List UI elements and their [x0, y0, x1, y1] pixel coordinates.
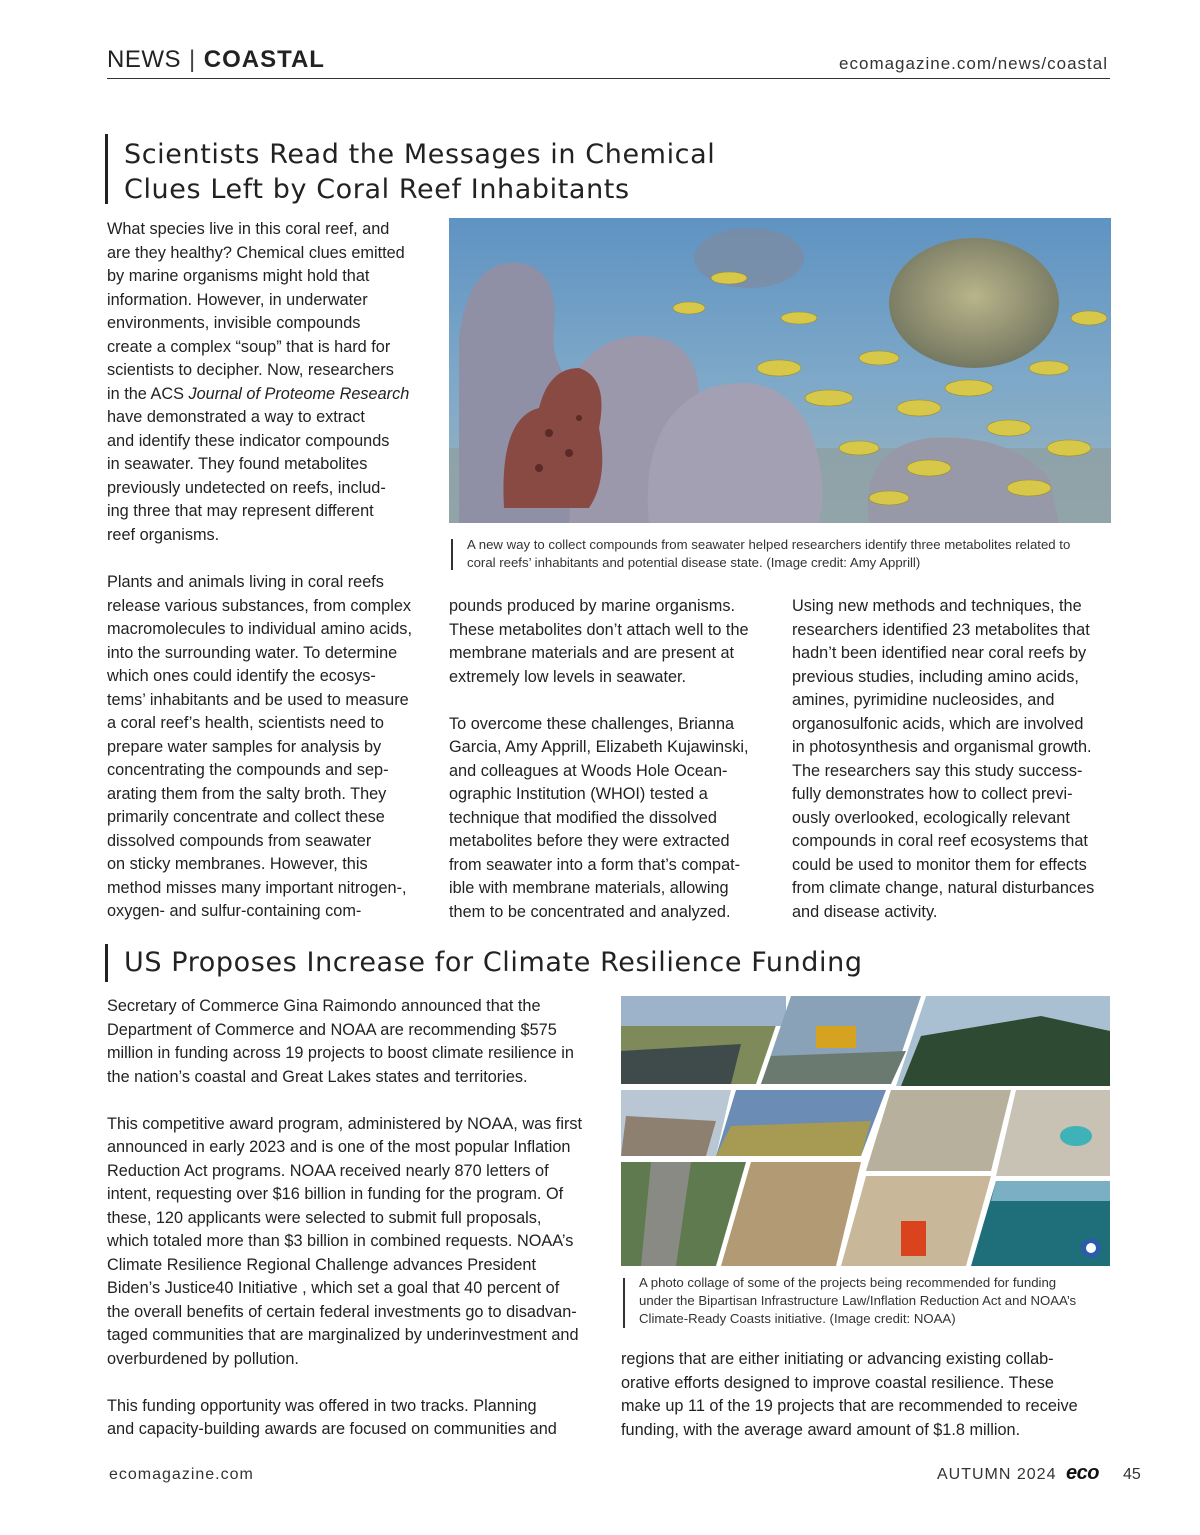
climate-projects-collage [621, 996, 1110, 1266]
journal-title: Journal of Proteome Research [188, 384, 410, 403]
article2-headline: US Proposes Increase for Climate Resilience Funding [124, 947, 863, 978]
article2-right-column: regions that are either initiating or advancing existing collab- orative efforts designed to improve coastal resilience. These make up 11 of the 19 projects that are recommended to receive funding, with the average award amount of $1.8 million. [621, 1350, 1078, 1439]
article1-headline-line2: Clues Left by Coral Reef Inhabitants [124, 174, 630, 205]
article1-column3: Using new methods and techniques, the researchers identified 23 metabolites that hadn’t been identified near coral reefs by previous studies, including amino acids, amines, pyrimidine nucleosides, and organosulfonic acids, which are involved in photosynthesis and organismal growth. The researchers say this study success- fully demonstrates how to collect previ- ously overlooked, ecologically relevant compounds in coral reef ecosystems that could be used to monitor them for effects from climate change, natural disturbances and disease activity. [792, 597, 1095, 921]
article1-headline [124, 137, 824, 207]
coral-photo-caption: A new way to collect compounds from seawater helped researchers identify three metabolites related to coral reefs’ inhabitants and potential disease state. (Image credit: Amy Apprill) [467, 537, 1071, 570]
article1-intro-post: have demonstrated a way to extract and identify these indicator compounds in seawater. They found metabolites previously undetected on reefs, includ- ing three that may represent different reef organisms. [107, 408, 390, 544]
article2-left-column: Secretary of Commerce Gina Raimondo announced that the Department of Commerce and NOAA are recommending $575 million in funding across 19 projects to boost climate resilience in the nation’s coastal and Great Lakes states and territories. This competitive award program, administered by NOAA, was first announced in early 2023 and is one of the most popular Inflation Reduction Act programs. NOAA received nearly 870 letters of intent, requesting over $16 billion in funding for the program. Of these, 120 applicants were selected to submit full proposals, which totaled more than $3 billion in combined requests. NOAA’s Climate Resilience Regional Challenge advances President Biden’s Justice40 Initiative , which set a goal that 40 percent of the overall benefits of certain federal investments go to disadvan- taged communities that are marginalized by underinvestment and overburdened by pollution. This funding opportunity was offered in two tracks. Planning and capacity-building awards are focused on communities and [107, 997, 583, 1438]
footer-site[interactable]: ecomagazine.com [109, 1466, 254, 1483]
article1-intro-pre: What species live in this coral reef, and are they healthy? Chemical clues emitted by marine organisms might hold that information. However, in underwater environments, invisible compounds create a complex “soup” that is hard for scientists to decipher. Now, researchers in the ACS [107, 220, 405, 403]
coral-reef-illustration [449, 218, 1111, 523]
article1-column2: pounds produced by marine organisms. These metabolites don’t attach well to the membrane materials and are present at extremely low levels in seawater. To overcome these challenges, Brianna Garcia, Amy Apprill, Elizabeth Kujawinski, and colleagues at Woods Hole Ocean- ographic Institution (WHOI) tested a technique that modified the dissolved metabolites before they were extracted from seawater into a form that’s compat- ible with membrane materials, allowing them to be concentrated and analyzed. [449, 597, 749, 921]
section-name: NEWS [107, 46, 181, 73]
article1-column1-paragraph2: Plants and animals living in coral reefs release various substances, from complex macromolecules to individual amino acids, into the surrounding water. To determine which ones could identify the ecosys- tems’ inhabitants and be used to measure a coral reef’s health, scientists need to prepare water samples for analysis by concentrating the compounds and sep- arating them from the salty broth. They primarily concentrate and collect these dissolved compounds from seawater on sticky membranes. However, this method misses many important nitrogen-, oxygen- and sulfur-containing com- [107, 573, 412, 920]
collage-caption: A photo collage of some of the projects being recommended for funding under the Bipartisan Infrastructure Law/Inflation Reduction Act and NOAA’s Climate-Ready Coasts initiative. (Image credit: NOAA) [639, 1275, 1077, 1326]
section-separator: | [189, 46, 196, 73]
page-number: 45 [1123, 1466, 1141, 1483]
headline-accent-bar [105, 944, 108, 982]
coral-reef-photo [449, 218, 1111, 523]
article1-intro [107, 218, 437, 547]
subsection-name: COASTAL [203, 46, 325, 73]
section-label [107, 46, 325, 74]
collage-illustration [621, 996, 1110, 1266]
eco-logo: eco [1066, 1462, 1099, 1484]
header-url[interactable]: ecomagazine.com/news/coastal [839, 54, 1108, 73]
caption-accent-bar [623, 1278, 625, 1328]
caption-accent-bar [451, 539, 453, 570]
article1-headline-line1: Scientists Read the Messages in Chemical [124, 139, 716, 170]
header-rule [107, 78, 1110, 79]
footer-issue: AUTUMN 2024 [937, 1466, 1057, 1483]
headline-accent-bar [105, 134, 108, 204]
